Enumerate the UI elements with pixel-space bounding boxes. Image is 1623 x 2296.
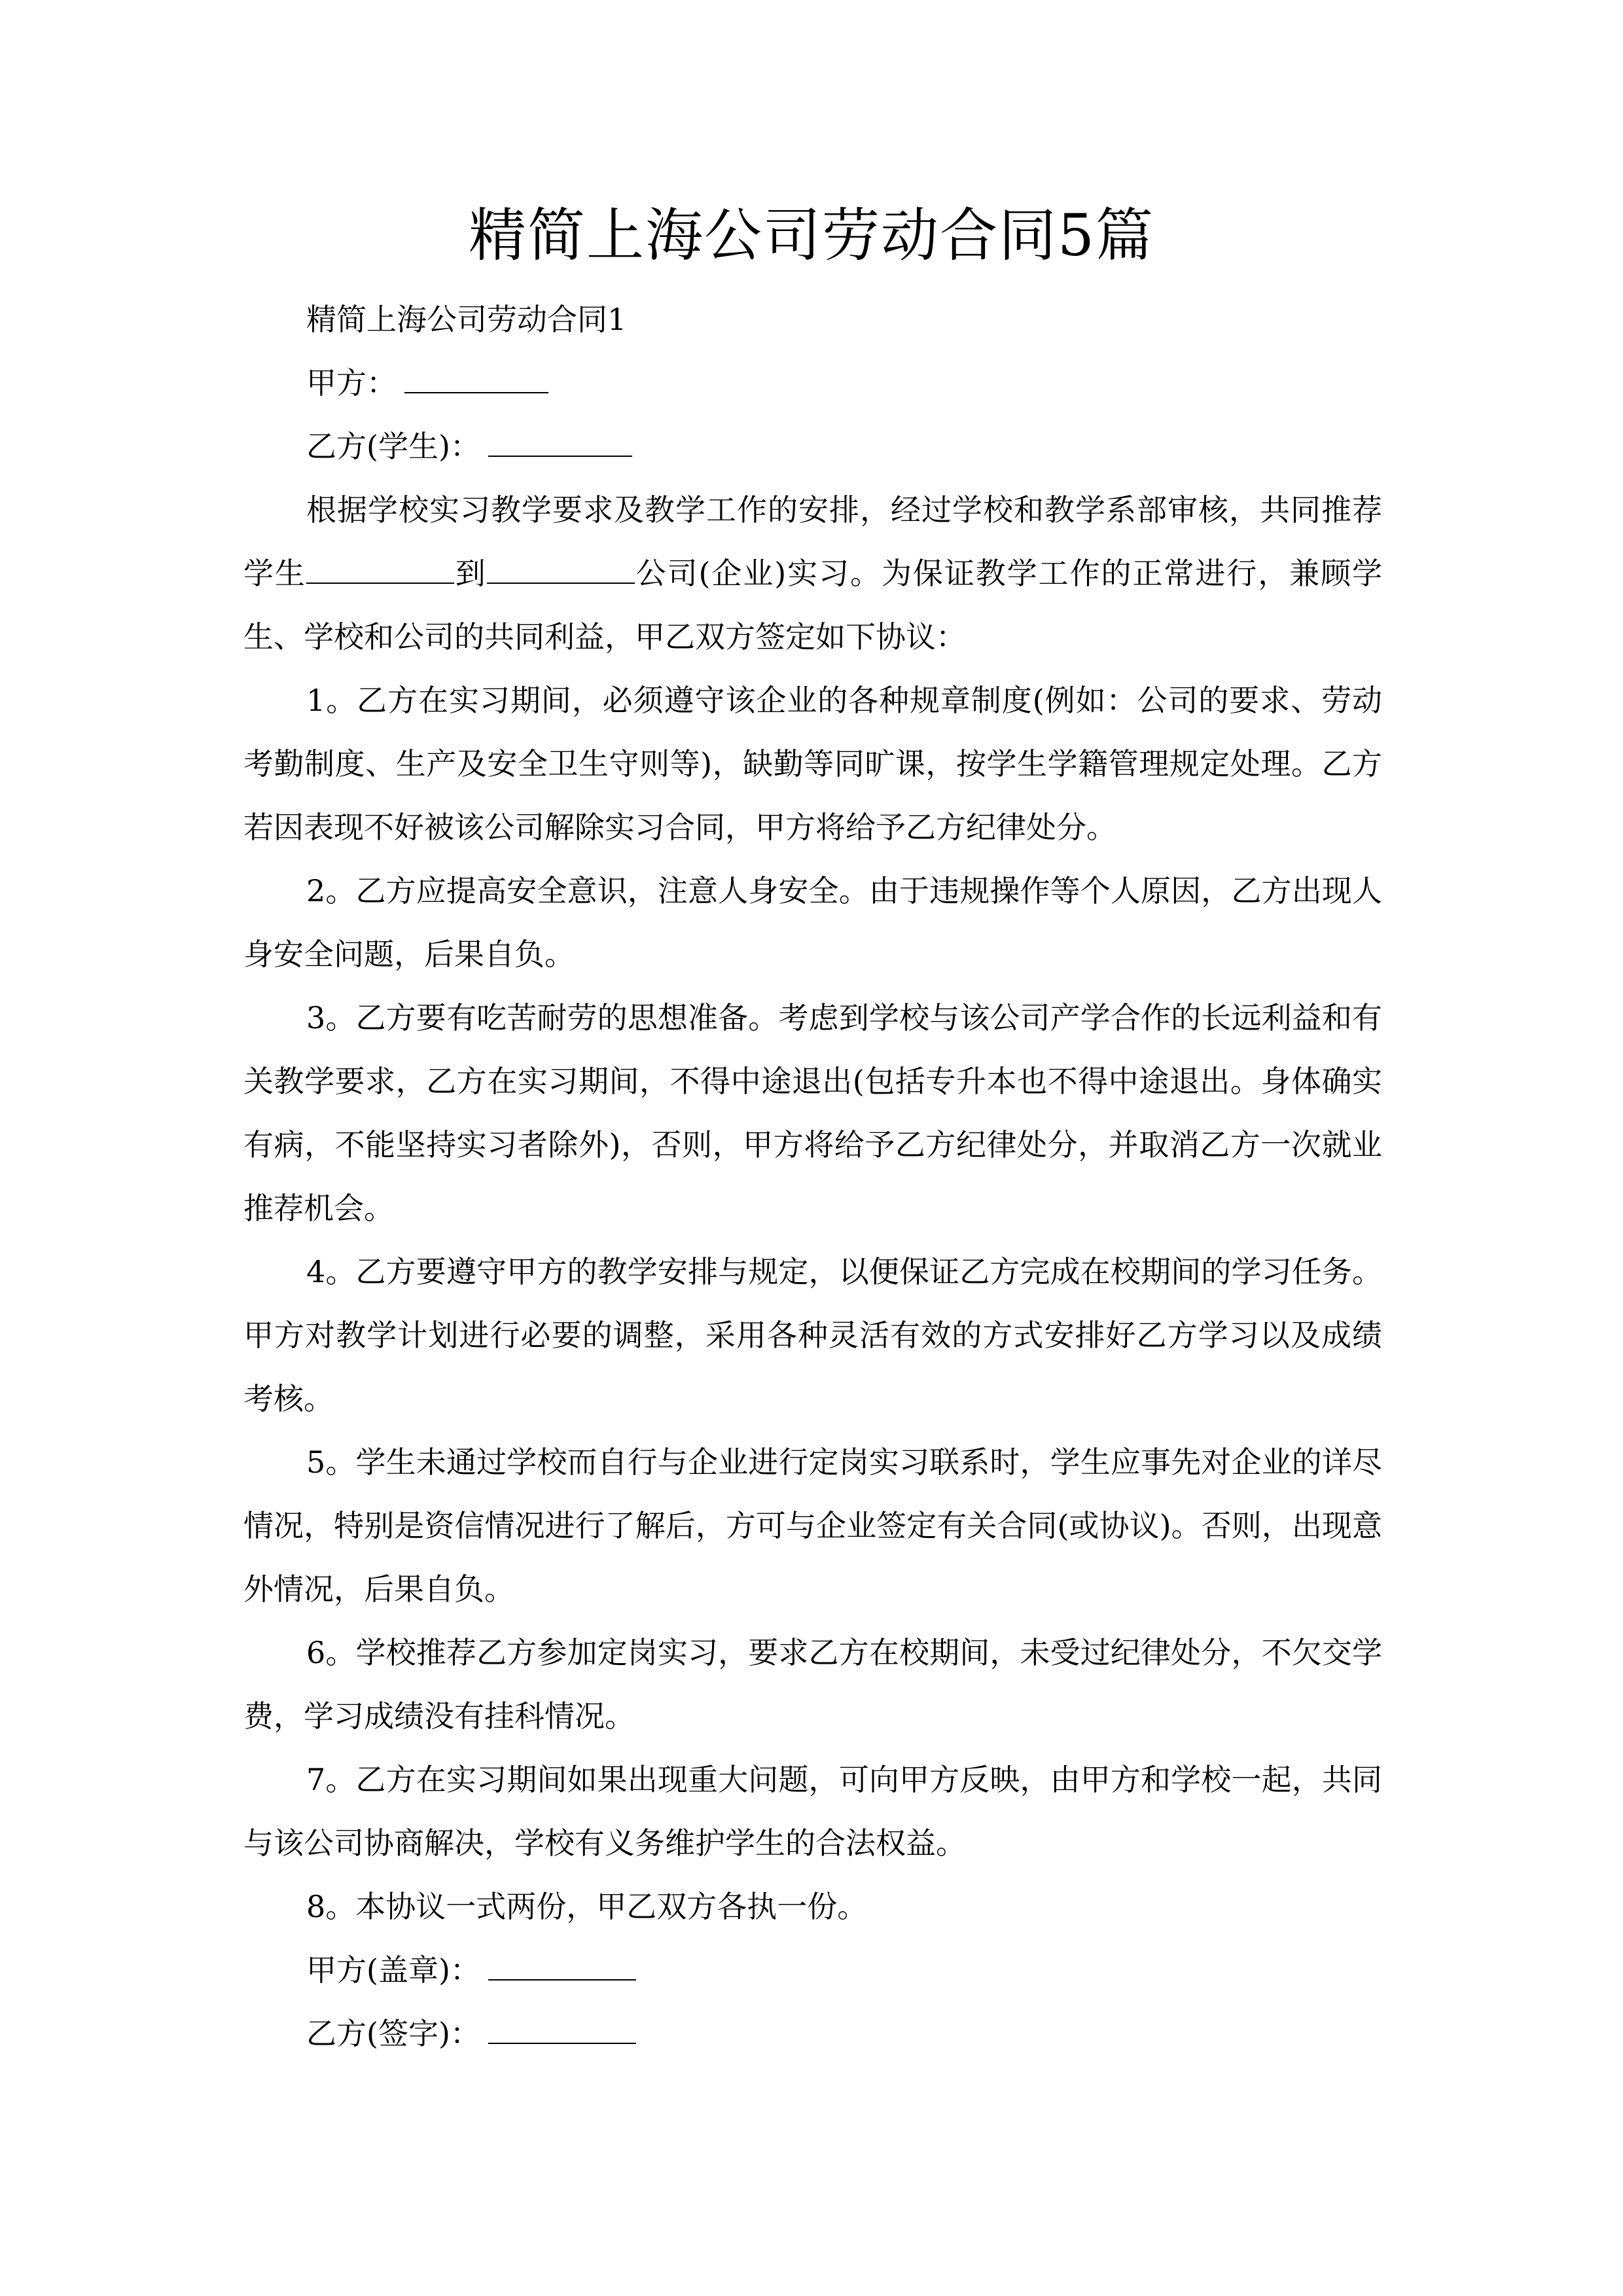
party-a-line	[243, 351, 1382, 415]
party-a-blank[interactable]	[404, 362, 548, 393]
contract-subtitle	[243, 288, 1382, 351]
clause-8: 8。本协议一式两份，甲乙双方各执一份。	[306, 1889, 868, 1924]
intro-paragraph	[243, 478, 1382, 669]
clause-4: 4。乙方要遵守甲方的教学安排与规定，以便保证乙方完成在校期间的学习任务。甲方对教学计划进行必要的调整，采用各种灵活有效的方式安排好乙方学习以及成绩考核。	[243, 1254, 1382, 1416]
clause-3: 3。乙方要有吃苦耐劳的思想准备。考虑到学校与该公司产学合作的长远利益和有关教学要求，乙方在实习期间，不得中途退出(包括专升本也不得中途退出。身体确实有病，不能坚持实习者除外)，否则，甲方将给予乙方纪律处分，并取消乙方一次就业推荐机会。	[243, 1000, 1382, 1226]
party-a-label: 甲方：	[306, 365, 397, 401]
student-name-blank[interactable]	[306, 552, 454, 584]
clause-1: 1。乙方在实习期间，必须遵守该企业的各种规章制度(例如：公司的要求、劳动考勤制度、生产及安全卫生守则等)，缺勤等同旷课，按学生学籍管理规定处理。乙方若因表现不好被该公司解除实习合同，甲方将给予乙方纪律处分。	[243, 683, 1382, 845]
party-a-seal-line	[243, 1939, 1382, 2002]
intro-text-1: 根据学校实习教学要求及教学工作的安排，经过学校和教学系部审核，共同推荐学生	[243, 492, 1382, 591]
document-title: 精简上海公司劳动合同5篇	[469, 202, 1154, 269]
party-b-sign-line	[243, 2002, 1382, 2066]
contract-subtitle-text: 精简上海公司劳动合同1	[306, 302, 627, 337]
party-b-sign-blank[interactable]	[488, 2013, 636, 2044]
party-b-label: 乙方(学生)：	[306, 429, 480, 464]
company-name-blank[interactable]	[487, 552, 635, 584]
party-a-seal-label: 甲方(盖章)：	[306, 1952, 480, 1988]
clause-5: 5。学生未通过学校而自行与企业进行定岗实习联系时，学生应事先对企业的详尽情况，特别是资信情况进行了解后，方可与企业签定有关合同(或协议)。否则，出现意外情况，后果自负。	[243, 1444, 1382, 1607]
clause-7: 7。乙方在实习期间如果出现重大问题，可向甲方反映，由甲方和学校一起，共同与该公司协商解决，学校有义务维护学生的合法权益。	[243, 1762, 1382, 1861]
party-b-sign-label: 乙方(签字)：	[306, 2016, 480, 2051]
document-body	[243, 288, 1382, 2066]
party-a-seal-blank[interactable]	[488, 1949, 636, 1981]
clause-2: 2。乙方应提高安全意识，注意人身安全。由于违规操作等个人原因，乙方出现人身安全问题，后果自负。	[243, 873, 1382, 972]
intro-text-3: 公司(企业)实习。为保证教学工作的正常进行，兼顾学生、学校和公司的共同利益，甲乙双方签定如下协议：	[243, 556, 1382, 655]
intro-text-2: 到	[454, 556, 487, 591]
party-b-blank[interactable]	[488, 425, 632, 457]
party-b-line	[243, 415, 1382, 478]
clause-6: 6。学校推荐乙方参加定岗实习，要求乙方在校期间，未受过纪律处分，不欠交学费，学习成绩没有挂科情况。	[243, 1635, 1382, 1734]
